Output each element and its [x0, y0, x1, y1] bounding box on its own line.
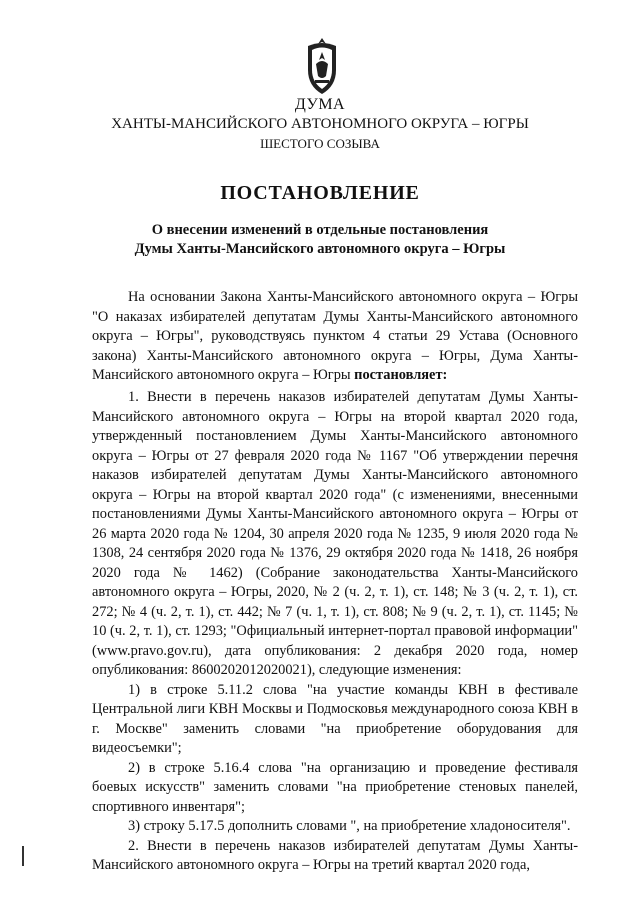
document-title: ПОСТАНОВЛЕНИЕ — [220, 182, 420, 204]
paragraph-2: 2. Внести в перечень наказов избирателей депутатам Думы Ханты-Мансийского автономного округа – Югры на третий квартал 2020 года, — [92, 837, 578, 873]
subtitle-line-2: Думы Ханты-Мансийского автономного округа – Югры — [134, 241, 506, 257]
preamble — [92, 288, 578, 386]
paragraph-1-item-2: 2) в строке 5.16.4 слова "на организацию и проведение фестиваля боевых искусств" заменить словами "на приобретение стеновых панелей, спортивного инвентаря"; — [92, 759, 578, 815]
subtitle-line-1: О внесении изменений в отдельные постановления — [151, 222, 489, 238]
convocation: ШЕСТОГО СОЗЫВА — [260, 136, 380, 151]
resolution-body — [92, 388, 578, 876]
margin-mark — [22, 846, 24, 866]
preamble-text: На основании Закона Ханты-Мансийского автономного округа – Югры "О наказах избирателей депутатам Думы Ханты-Мансийского автономного округа – Югры", руководствуясь пунктом 4 статьи 29 Устава (Основного закона) Ханты-Мансийского автономного округа – Югры, Дума Ханты-Мансийского автономного округа – Югры — [92, 289, 578, 383]
preamble-resolve: постановляет: — [354, 367, 448, 383]
coat-of-arms-icon — [300, 36, 344, 96]
region-name: ХАНТЫ-МАНСИЙСКОГО АВТОНОМНОГО ОКРУГА – ЮГРЫ — [111, 116, 529, 132]
paragraph-1-item-1: 1) в строке 5.11.2 слова "на участие команды КВН в фестивале Центральной лиги КВН Москвы и Подмосковья международного союза КВН в г. Москве" заменить словами "на приобретение оборудования для видеосъемки"; — [92, 681, 578, 756]
organization-name: ДУМА — [294, 96, 346, 113]
paragraph-1-item-3: 3) строку 5.17.5 дополнить словами ", на приобретение хладоносителя". — [128, 818, 571, 834]
paragraph-1: 1. Внести в перечень наказов избирателей депутатам Думы Ханты-Мансийского автономного округа – Югры на второй квартал 2020 года, утвержденный постановлением Думы Ханты-Мансийского автономного округа – Югры от 27 февраля 2020 года № 1167 "Об утверждении перечня наказов избирателей депутатам Думы Ханты-Мансийского автономного округа – Югры на второй квартал 2020 года" (с изменениями, внесенными постановлениями Думы Ханты-Мансийского автономного округа – Югры от 26 марта 2020 года № 1204, 30 апреля 2020 года № 1235, 9 июля 2020 года № 1308, 24 сентября 2020 года № 1376, 29 октября 2020 года № 1418, 26 ноября 2020 года № 1462) (Собрание законодательства Ханты-Мансийского автономного округа – Югры, 2020, № 2 (ч. 2, т. 1), ст. 148; № 3 (ч. 2, т. 1), ст. 272; № 4 (ч. 2, т. 1), ст. 442; № 7 (ч. 1, т. 1), ст. 808; № 9 (ч. 2, т. 1), ст. 1145; № 10 (ч. 2, т. 1), ст. 1293; "Официальный интернет-портал правовой информации" (www.pravo.gov.ru), дата опубликования: 2 декабря 2020 года, номер опубликования: 8600202012020021), следующие изменения: — [92, 389, 578, 678]
